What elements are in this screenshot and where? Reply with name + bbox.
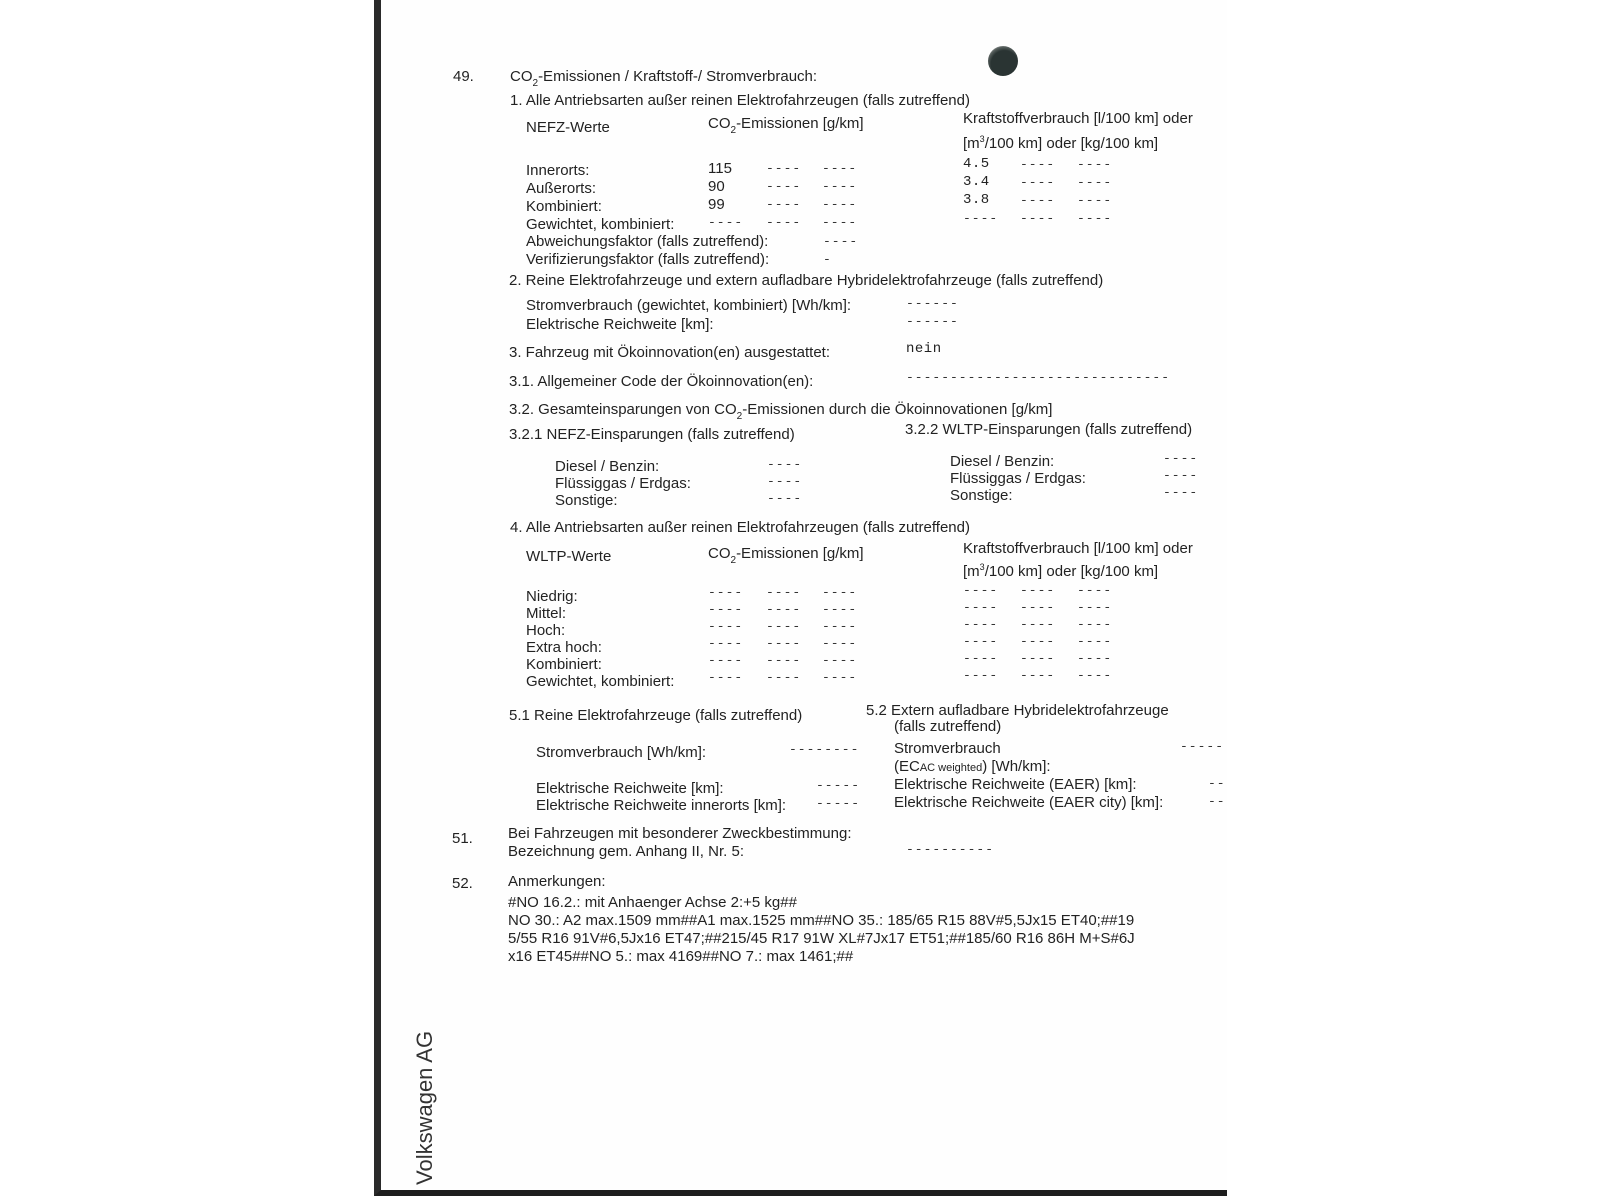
p51-strom-label: Stromverbrauch [Wh/km]: <box>536 744 707 761</box>
fuel-post: /100 km] oder [kg/100 km] <box>984 135 1159 152</box>
wltp-savings-label: Sonstige: <box>950 487 1013 504</box>
remark-line: 5/55 R16 91V#6,5Jx16 ET47;##215/45 R17 91W XL#7Jx17 ET51;##185/60 R16 86H M+S#6J <box>508 930 1135 947</box>
nefz-fuel-cell: ---- <box>1020 157 1056 172</box>
co2-pre: CO <box>708 115 731 132</box>
part4-heading: 4. Alle Antriebsarten außer reinen Elektrofahrzeugen (falls zutreffend) <box>510 519 970 536</box>
wltp-savings-label: Diesel / Benzin: <box>950 453 1055 470</box>
nefz-co2-cell: ---- <box>766 215 802 230</box>
wltp-co2-cell: ---- <box>822 636 858 651</box>
nefz-row-label: Gewichtet, kombiniert: <box>526 216 675 233</box>
p32-post: -Emissionen durch die Ökoinnovationen [g/km] <box>742 401 1053 418</box>
part51-heading: 5.1 Reine Elektrofahrzeuge (falls zutreffend) <box>509 707 803 724</box>
punch-hole <box>988 46 1018 76</box>
fuel-sup: 3 <box>979 134 985 144</box>
wltp-fuel-cell: ---- <box>1020 617 1056 632</box>
s51-value: ---------- <box>906 842 995 857</box>
nefz-column-label: NEFZ-Werte <box>526 119 610 136</box>
wltp-savings-label: Flüssiggas / Erdgas: <box>950 470 1086 487</box>
fuel-post: /100 km] oder [kg/100 km] <box>984 563 1159 580</box>
wltp-co2-header <box>708 545 864 564</box>
wltp-fuel-cell: ---- <box>963 668 999 683</box>
p52-eaer-city-label: Elektrische Reichweite (EAER city) [km]: <box>894 794 1164 811</box>
nefz-co2-cell: ---- <box>822 215 858 230</box>
nefz-fuel-cell: ---- <box>1077 211 1113 226</box>
wltp-co2-cell: ---- <box>708 670 744 685</box>
remark-line: #NO 16.2.: mit Anhaenger Achse 2:+5 kg## <box>508 894 797 911</box>
co2-pre: CO <box>708 545 731 562</box>
nefz-savings-label: Flüssiggas / Erdgas: <box>555 475 691 492</box>
part52-heading-1: 5.2 Extern aufladbare Hybridelektrofahrzeuge <box>866 702 1169 719</box>
nefz-co2-cell: ---- <box>708 215 744 230</box>
nefz-savings-value: ---- <box>767 457 803 472</box>
wltp-co2-cell: ---- <box>708 619 744 634</box>
nefz-savings-label: Diesel / Benzin: <box>555 458 660 475</box>
p51-innerorts-value: ----- <box>816 796 861 811</box>
wltp-co2-cell: ---- <box>766 585 802 600</box>
section-number-49: 49. <box>453 68 474 85</box>
abweichung-label: Abweichungsfaktor (falls zutreffend): <box>526 233 769 250</box>
nefz-co2-cell: 115 <box>708 160 732 177</box>
wltp-fuel-header-1: Kraftstoffverbrauch [l/100 km] oder <box>963 540 1193 557</box>
wltp-co2-cell: ---- <box>822 670 858 685</box>
wltp-co2-cell: ---- <box>708 636 744 651</box>
wltp-fuel-cell: ---- <box>1020 600 1056 615</box>
wltp-co2-cell: ---- <box>766 636 802 651</box>
section-number-51: 51. <box>452 830 473 847</box>
p52-eaer-value: -- <box>1208 776 1226 791</box>
p2-strom-label: Stromverbrauch (gewichtet, kombiniert) [Wh/km]: <box>526 297 852 314</box>
remark-line: NO 30.: A2 max.1509 mm##A1 max.1525 mm##NO 35.: 185/65 R15 88V#5,5Jx15 ET40;##19 <box>508 912 1135 929</box>
p51-reichweite-value: ----- <box>816 778 861 793</box>
co2-post: -Emissionen [g/km] <box>736 115 864 132</box>
nefz-fuel-cell: ---- <box>1020 193 1056 208</box>
nefz-fuel-cell: ---- <box>1020 175 1056 190</box>
wltp-fuel-cell: ---- <box>1077 668 1113 683</box>
nefz-fuel-cell: 3.4 <box>963 174 990 190</box>
wltp-fuel-cell: ---- <box>1020 651 1056 666</box>
s51-line1: Bei Fahrzeugen mit besonderer Zweckbestimmung: <box>508 825 852 842</box>
wltp-fuel-cell: ---- <box>1020 668 1056 683</box>
nefz-row-label: Innerorts: <box>526 162 590 179</box>
title-rest: -Emissionen / Kraftstoff-/ Stromverbrauch: <box>538 68 818 85</box>
nefz-savings-label: Sonstige: <box>555 492 618 509</box>
wltp-co2-cell: ---- <box>766 602 802 617</box>
abweichung-value: ---- <box>823 234 859 249</box>
wltp-co2-cell: ---- <box>822 653 858 668</box>
title-co: CO <box>510 68 533 85</box>
wltp-column-label: WLTP-Werte <box>526 548 612 565</box>
ec-pre: (EC <box>894 758 920 775</box>
p32-pre: 3.2. Gesamteinsparungen von CO <box>509 401 737 418</box>
wltp-savings-value: ---- <box>1163 468 1199 483</box>
s51-line2: Bezeichnung gem. Anhang II, Nr. 5: <box>508 843 744 860</box>
part1-heading: 1. Alle Antriebsarten außer reinen Elektrofahrzeugen (falls zutreffend) <box>510 92 970 109</box>
wltp-fuel-cell: ---- <box>1020 634 1056 649</box>
wltp-fuel-cell: ---- <box>1020 583 1056 598</box>
remark-line: x16 ET45##NO 5.: max 4169##NO 7.: max 1461;## <box>508 948 854 965</box>
p52-eaer-label: Elektrische Reichweite (EAER) [km]: <box>894 776 1137 793</box>
part3-label: 3. Fahrzeug mit Ökoinnovation(en) ausgestattet: <box>509 344 831 361</box>
fuel-pre: [m <box>963 135 980 152</box>
wltp-co2-cell: ---- <box>766 670 802 685</box>
nefz-fuel-cell: ---- <box>1077 157 1113 172</box>
p2-strom-value: ------ <box>906 296 959 311</box>
nefz-row-label: Außerorts: <box>526 180 597 197</box>
wltp-fuel-header-2 <box>963 559 1158 580</box>
fuel-sup: 3 <box>979 562 985 572</box>
fuel-pre: [m <box>963 563 980 580</box>
wltp-row-label: Extra hoch: <box>526 639 602 656</box>
wltp-row-label: Kombiniert: <box>526 656 602 673</box>
part31-label: 3.1. Allgemeiner Code der Ökoinnovation(en): <box>509 373 814 390</box>
wltp-fuel-cell: ---- <box>963 634 999 649</box>
part52-heading-2: (falls zutreffend) <box>894 718 1002 735</box>
section-49-title <box>510 68 817 87</box>
wltp-einsparungen-heading: 3.2.2 WLTP-Einsparungen (falls zutreffend) <box>905 421 1193 438</box>
nefz-row-label: Kombiniert: <box>526 198 602 215</box>
wltp-co2-cell: ---- <box>708 602 744 617</box>
s52-label: Anmerkungen: <box>508 873 606 890</box>
wltp-fuel-cell: ---- <box>1077 600 1113 615</box>
nefz-fuel-cell: ---- <box>1020 211 1056 226</box>
nefz-savings-value: ---- <box>767 474 803 489</box>
nefz-fuel-cell: 4.5 <box>963 156 990 172</box>
nefz-co2-header <box>708 115 864 134</box>
wltp-fuel-cell: ---- <box>963 600 999 615</box>
nefz-fuel-cell: ---- <box>1077 175 1113 190</box>
p2-reichweite-value: ------ <box>906 314 959 329</box>
wltp-co2-cell: ---- <box>708 585 744 600</box>
wltp-row-label: Hoch: <box>526 622 566 639</box>
nefz-fuel-header-2 <box>963 131 1158 152</box>
verifizierung-label: Verifizierungsfaktor (falls zutreffend): <box>526 251 770 268</box>
wltp-fuel-cell: ---- <box>1077 634 1113 649</box>
wltp-fuel-cell: ---- <box>1077 583 1113 598</box>
nefz-co2-cell: ---- <box>822 161 858 176</box>
nefz-co2-cell: ---- <box>766 197 802 212</box>
p51-reichweite-label: Elektrische Reichweite [km]: <box>536 780 724 797</box>
ec-post: ) [Wh/km]: <box>982 758 1051 775</box>
wltp-row-label: Niedrig: <box>526 588 578 605</box>
wltp-row-label: Mittel: <box>526 605 567 622</box>
wltp-co2-cell: ---- <box>822 602 858 617</box>
verifizierung-value: - <box>823 252 832 267</box>
p32-sub: 2 <box>736 411 743 422</box>
p52-eaer-city-value: -- <box>1208 794 1226 809</box>
nefz-co2-cell: 99 <box>708 196 725 213</box>
nefz-co2-cell: 90 <box>708 178 725 195</box>
co2-post: -Emissionen [g/km] <box>736 545 864 562</box>
p52-strom-label-2 <box>894 758 1051 777</box>
part31-value: ------------------------------ <box>906 370 1171 385</box>
nefz-einsparungen-heading: 3.2.1 NEFZ-Einsparungen (falls zutreffend) <box>509 426 795 443</box>
nefz-co2-cell: ---- <box>822 179 858 194</box>
wltp-savings-value: ---- <box>1163 451 1199 466</box>
wltp-fuel-cell: ---- <box>963 583 999 598</box>
nefz-co2-cell: ---- <box>766 179 802 194</box>
wltp-fuel-cell: ---- <box>963 651 999 666</box>
wltp-co2-cell: ---- <box>766 653 802 668</box>
volkswagen-brand-text: Volkswagen AG <box>412 1030 437 1185</box>
wltp-savings-value: ---- <box>1163 485 1199 500</box>
nefz-fuel-cell: ---- <box>1077 193 1113 208</box>
part2-heading: 2. Reine Elektrofahrzeuge und extern aufladbare Hybridelektrofahrzeuge (falls zutreffend) <box>509 272 1104 289</box>
co2-sub: 2 <box>730 555 737 566</box>
nefz-fuel-cell: 3.8 <box>963 192 990 208</box>
nefz-fuel-cell: ---- <box>963 211 999 226</box>
co2-sub: 2 <box>730 125 737 136</box>
part32-heading <box>509 401 1052 420</box>
wltp-co2-cell: ---- <box>708 653 744 668</box>
wltp-co2-cell: ---- <box>822 619 858 634</box>
wltp-fuel-cell: ---- <box>1077 651 1113 666</box>
nefz-savings-value: ---- <box>767 491 803 506</box>
wltp-co2-cell: ---- <box>822 585 858 600</box>
p52-strom-label-1: Stromverbrauch <box>894 740 1001 757</box>
ec-sub: AC weighted <box>919 762 983 774</box>
p51-innerorts-label: Elektrische Reichweite innerorts [km]: <box>536 797 787 814</box>
wltp-fuel-cell: ---- <box>1077 617 1113 632</box>
nefz-co2-cell: ---- <box>766 161 802 176</box>
wltp-co2-cell: ---- <box>766 619 802 634</box>
p52-strom-value: ----- <box>1180 739 1225 754</box>
nefz-fuel-header-1: Kraftstoffverbrauch [l/100 km] oder <box>963 110 1193 127</box>
wltp-fuel-cell: ---- <box>963 617 999 632</box>
p51-strom-value: -------- <box>789 742 860 757</box>
nefz-co2-cell: ---- <box>822 197 858 212</box>
wltp-row-label: Gewichtet, kombiniert: <box>526 673 675 690</box>
section-number-52: 52. <box>452 875 473 892</box>
title-sub: 2 <box>532 78 539 89</box>
part3-value: nein <box>906 341 942 357</box>
p2-reichweite-label: Elektrische Reichweite [km]: <box>526 316 714 333</box>
